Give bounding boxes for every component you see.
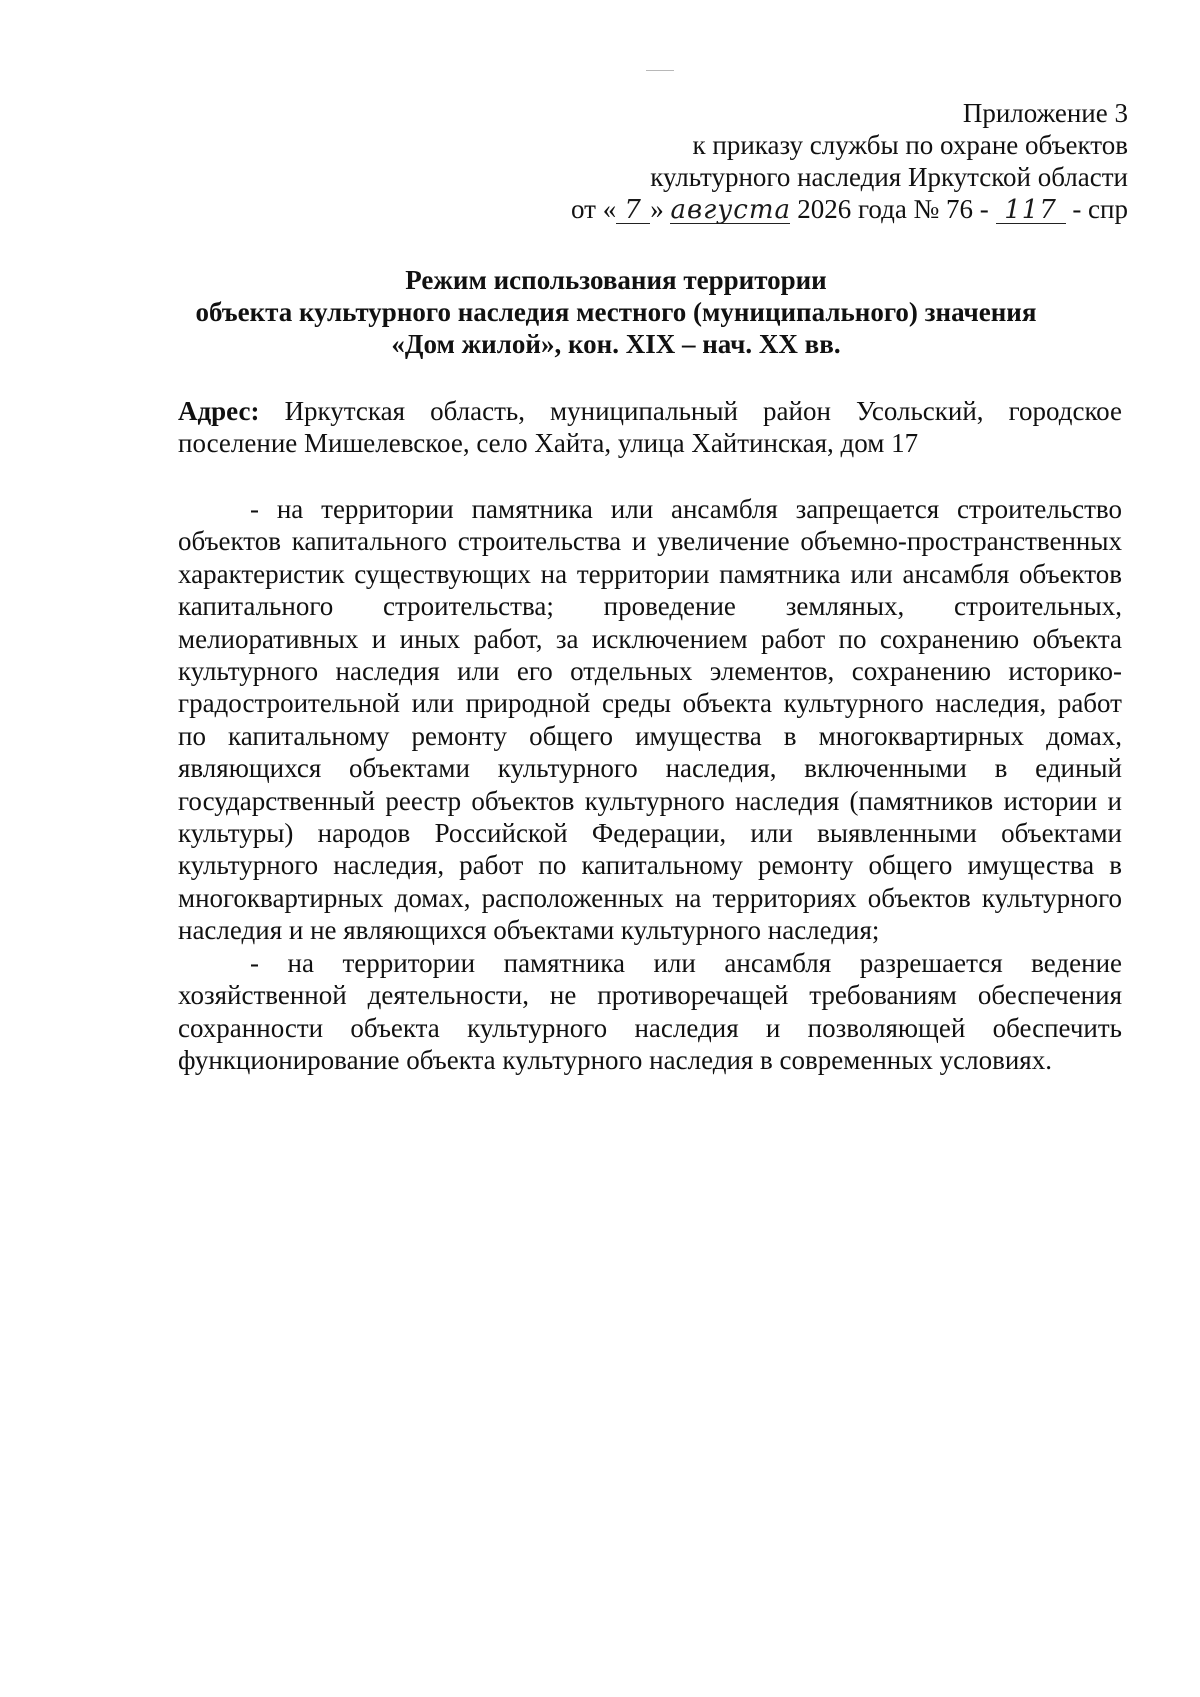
appendix-number: Приложение 3: [962, 98, 1128, 128]
date-year-order: 2026 года № 76 -: [797, 194, 989, 224]
appendix-header: [488, 97, 1128, 225]
title-line-2: объекта культурного наследия местного (муниципального) значения: [195, 297, 1037, 327]
appendix-date-line: [488, 193, 1128, 225]
document-title: [140, 264, 1092, 360]
title-line-3: «Дом жилой», кон. XIX – нач. XX вв.: [391, 329, 841, 359]
date-prefix: от «: [571, 194, 617, 224]
address-block: [178, 395, 1122, 459]
address-text: Иркутская область, муниципальный район Усольский, городское поселение Мишелевское, село Хайта, улица Хайтинская, дом 17: [178, 396, 1122, 458]
address-label: Адрес:: [178, 396, 260, 426]
paragraph-permissions: - на территории памятника или ансамбля разрешается ведение хозяйственной деятельности, не противоречащей требованиям обеспечения сохранности объекта культурного наследия и позволяющей обеспечить функционирование объекта культурного наследия в современных условиях.: [178, 947, 1122, 1075]
scan-artifact-mark: [646, 70, 674, 71]
regime-text: [178, 493, 1122, 1076]
title-line-1: Режим использования территории: [405, 265, 827, 295]
order-suffix: - спр: [1072, 194, 1128, 224]
handwritten-month: августа: [670, 195, 792, 225]
appendix-order-reference: к приказу службы по охране объектов: [692, 130, 1128, 160]
appendix-authority: культурного наследия Иркутской области: [650, 162, 1128, 192]
date-quote-close: »: [650, 194, 664, 224]
handwritten-day: 7: [616, 197, 650, 224]
handwritten-order-number: 117: [996, 197, 1066, 224]
paragraph-prohibitions: - на территории памятника или ансамбля запрещается строительство объектов капитального строительства и увеличение объемно-пространственных характеристик существующих на территории памятника или ансамбля объектов капитального строительства; проведение земляных, строительных, мелиоративных и иных работ, за исключением работ по сохранению объекта культурного наследия или его отдельных элементов, сохранению историко-градостроительной или природной среды объекта культурного наследия, работ по капитальному ремонту общего имущества в многоквартирных домах, являющихся объектами культурного наследия, включенными в единый государственный реестр объектов культурного наследия (памятников истории и культуры) народов Российской Федерации, или выявленными объектами культурного наследия, работ по капитальному ремонту общего имущества в многоквартирных домах, расположенных на территориях объектов культурного наследия и не являющихся объектами культурного наследия;: [178, 494, 1122, 946]
